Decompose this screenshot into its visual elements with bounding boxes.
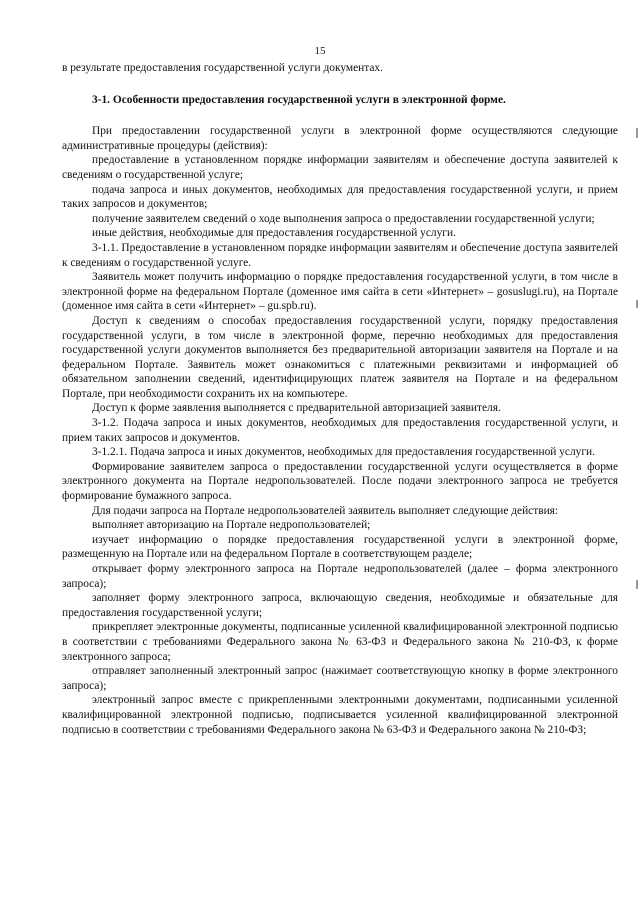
scan-edge-mark: [636, 300, 638, 308]
paragraph: Заявитель может получить информацию о порядке предоставления государственной услуги, в том числе в электронной форме на федеральном Портале (доменное имя сайта в сети «Интернет» – gosuslugi.ru), на Портале (доменное имя сайта в сети «Интернет» – gu.spb.ru).: [62, 271, 618, 313]
paragraph: отправляет заполненный электронный запрос (нажимает соответствующую кнопку в форме электронного запроса);: [62, 665, 618, 692]
paragraph: получение заявителем сведений о ходе выполнения запроса о предоставлении государственной услуги;: [92, 212, 595, 225]
paragraph: При предоставлении государственной услуги в электронной форме осуществляются следующие административные процедуры (действия):: [62, 125, 618, 152]
body-text: [62, 61, 618, 737]
paragraph: выполняет авторизацию на Портале недропользователей;: [92, 519, 371, 532]
paragraph: изучает информацию о порядке предоставления государственной услуги в электронной форме, размещенную на Портале или на федеральном Портале в соответствующем разделе;: [62, 533, 618, 561]
paragraph: Формирование заявителем запроса о предоставлении государственной услуги осуществляется в форме электронного документа на Портале недропользователей. После подачи электронного запроса не требуется формирование бумажного запроса.: [62, 460, 618, 503]
paragraph: подача запроса и иных документов, необходимых для предоставления государственной услуги, и прием таких запросов и документов;: [62, 183, 618, 211]
paragraph: предоставление в установленном порядке информации заявителям и обеспечение доступа заявителей к сведениям о государственной услуге;: [62, 154, 618, 181]
scan-edge-mark: [636, 128, 638, 138]
paragraph: 3-1.2. Подача запроса и иных документов, необходимых для предоставления государственной услуги, и прием таких запросов и документов.: [62, 417, 618, 444]
paragraph: заполняет форму электронного запроса, включающую сведения, необходимые и обязательные для предоставления государственной услуги;: [62, 592, 618, 619]
paragraph-continuation: в результате предоставления государственной услуги документах.: [62, 62, 383, 74]
paragraph: Доступ к сведениям о способах предоставления государственной услуги, порядку предоставления государственной услуги, в том числе в электронной форме, перечню необходимых для предоставления государственной услуги документов выполняется без предварительной авторизации заявителя на Портале и на федеральном Портале. Заявитель может ознакомиться с платежными реквизитами и информацией об обязательном заполнении сведений, идентифицирующих платеж заявителя на Портале и на федеральном Портале, при необходимости сохранить их на компьютере.: [62, 314, 618, 400]
paragraph: Доступ к форме заявления выполняется с предварительной авторизацией заявителя.: [92, 402, 501, 415]
page-number: 15: [314, 45, 326, 57]
scan-edge-mark: [636, 580, 638, 589]
paragraph: иные действия, необходимые для предоставления государственной услуги.: [92, 227, 456, 240]
paragraph: прикрепляет электронные документы, подписанные усиленной квалифицированной электронной подписью в соответствии с требованиями Федерального закона № 63-ФЗ и Федерального закона № 210-ФЗ, к форме электронного запроса;: [62, 621, 618, 663]
paragraph: 3-1.2.1. Подача запроса и иных документов, необходимых для предоставления государственной услуги.: [92, 446, 595, 459]
paragraph: Для подачи запроса на Портале недропользователей заявитель выполняет следующие действия:: [92, 504, 559, 517]
paragraph: открывает форму электронного запроса на Портале недропользователей (далее – форма электронного запроса);: [62, 563, 618, 590]
section-heading: 3-1. Особенности предоставления государственной услуги в электронной форме.: [92, 93, 506, 106]
paragraph: 3-1.1. Предоставление в установленном порядке информации заявителям и обеспечение доступа заявителей к сведениям о государственной услуге.: [62, 241, 618, 269]
paragraph: электронный запрос вместе с прикрепленными электронными документами, подписанными усиленной квалифицированной электронной подписью, подписывается усиленной квалифицированной электронной подписью в соответствии с требованиями Федерального закона № 63-ФЗ и Федерального закона № 210-ФЗ;: [62, 694, 618, 736]
